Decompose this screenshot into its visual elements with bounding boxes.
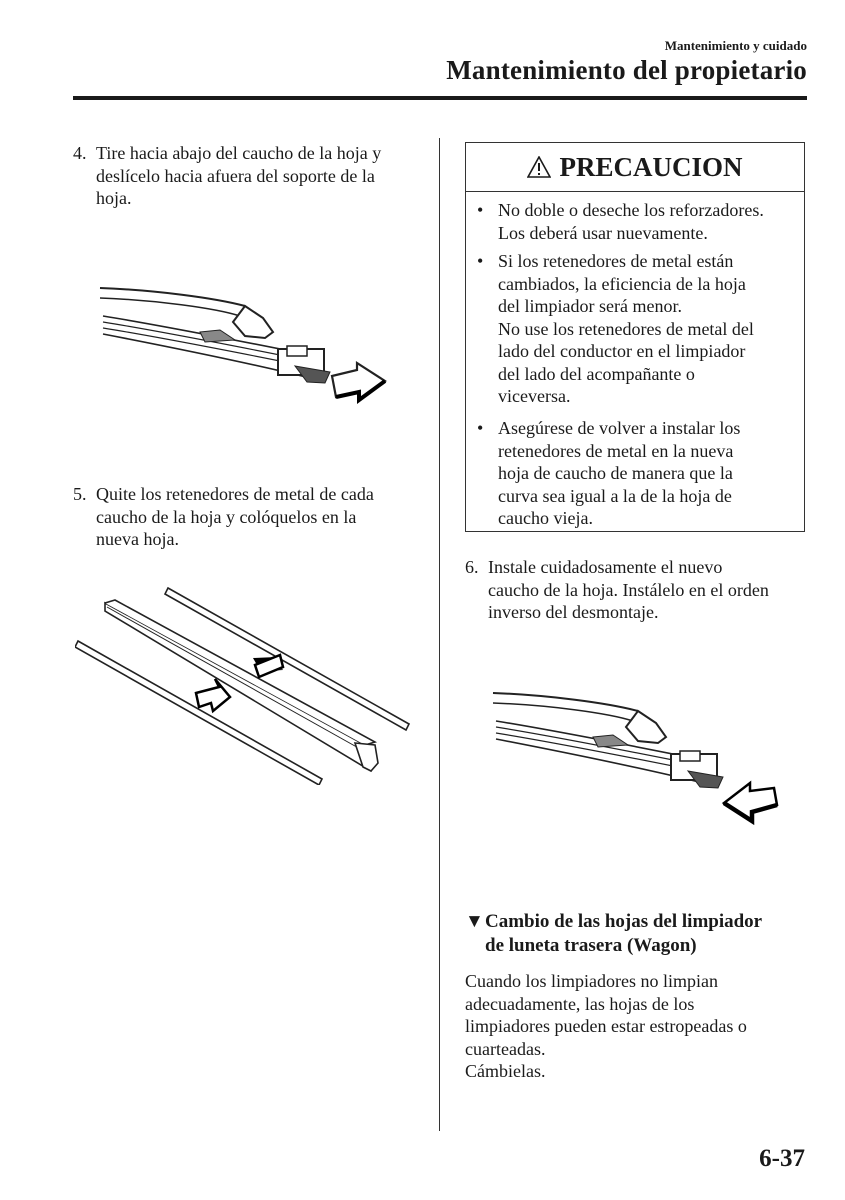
- paragraph-line: Cuando los limpiadores no limpian: [465, 971, 718, 991]
- paragraph-line: Cámbielas.: [465, 1061, 546, 1081]
- step-line: Tire hacia abajo del caucho de la hoja y: [96, 143, 382, 163]
- caution-header: [466, 143, 804, 192]
- caution-line: curva sea igual a la de la hoja de: [498, 485, 732, 506]
- caution-line: del lado del acompañante o: [498, 363, 695, 384]
- step-line: caucho de la hoja y colóquelos en la: [96, 506, 357, 527]
- caution-line: No doble o deseche los reforzadores.: [498, 200, 764, 220]
- caution-item: [477, 250, 794, 408]
- paragraph-line: limpiadores pueden estar estropeadas o: [465, 1016, 747, 1036]
- caution-line: No use los retenedores de metal del: [498, 318, 754, 339]
- step-line: nueva hoja.: [96, 529, 179, 549]
- step-line: caucho de la hoja. Instálelo en el orden: [488, 579, 769, 600]
- step-number: 4.: [73, 143, 87, 163]
- caution-title: PRECAUCION: [559, 151, 743, 182]
- subsection-title-line: Cambio de las hojas del limpiador: [485, 911, 763, 932]
- warning-triangle-icon: [527, 156, 551, 178]
- caution-line: retenedores de metal en la nueva: [498, 440, 734, 461]
- step-line: deslícelo hacia afuera del soporte de la: [96, 165, 375, 186]
- caution-line: Los deberá usar nuevamente.: [498, 222, 708, 243]
- caution-line: Si los retenedores de metal están: [498, 251, 734, 271]
- caution-box: [465, 142, 805, 532]
- wiper-blade-install-illustration: [488, 685, 788, 830]
- page-number: 6-37: [759, 1145, 805, 1172]
- bullet: •: [477, 200, 484, 220]
- step-line: Instale cuidadosamente el nuevo: [488, 557, 723, 577]
- step-number: 6.: [465, 557, 479, 577]
- metal-retainers-illustration: [75, 585, 415, 785]
- caution-line: viceversa.: [498, 386, 571, 406]
- paragraph-line: cuarteadas.: [465, 1038, 546, 1059]
- step-number: 5.: [73, 484, 87, 504]
- step-line: Quite los retenedores de metal de cada: [96, 484, 374, 504]
- caution-line: caucho vieja.: [498, 508, 593, 528]
- caution-line: hoja de caucho de manera que la: [498, 463, 733, 483]
- caution-line: lado del conductor en el limpiador: [498, 341, 746, 361]
- caution-item: [477, 199, 794, 244]
- subsection-title-line: de luneta trasera (Wagon): [485, 935, 697, 956]
- page-title: Mantenimiento del propietario: [446, 55, 807, 85]
- step-line: hoja.: [96, 188, 132, 208]
- caution-line: del limpiador será menor.: [498, 296, 682, 316]
- body-paragraph: [465, 970, 815, 1083]
- paragraph-line: adecuadamente, las hojas de los: [465, 993, 695, 1014]
- bullet: •: [477, 251, 484, 271]
- caution-line: cambiados, la eficiencia de la hoja: [498, 273, 746, 294]
- caution-line: Asegúrese de volver a instalar los: [498, 418, 741, 438]
- section-title: Mantenimiento y cuidado: [664, 38, 807, 53]
- triangle-marker-icon: ▼: [465, 911, 484, 932]
- wiper-blade-removal-illustration: [95, 280, 395, 410]
- step-line: inverso del desmontaje.: [488, 602, 659, 622]
- header-rule: [73, 96, 807, 100]
- column-divider: [439, 138, 440, 1131]
- bullet: •: [477, 418, 484, 438]
- caution-item: [477, 417, 794, 530]
